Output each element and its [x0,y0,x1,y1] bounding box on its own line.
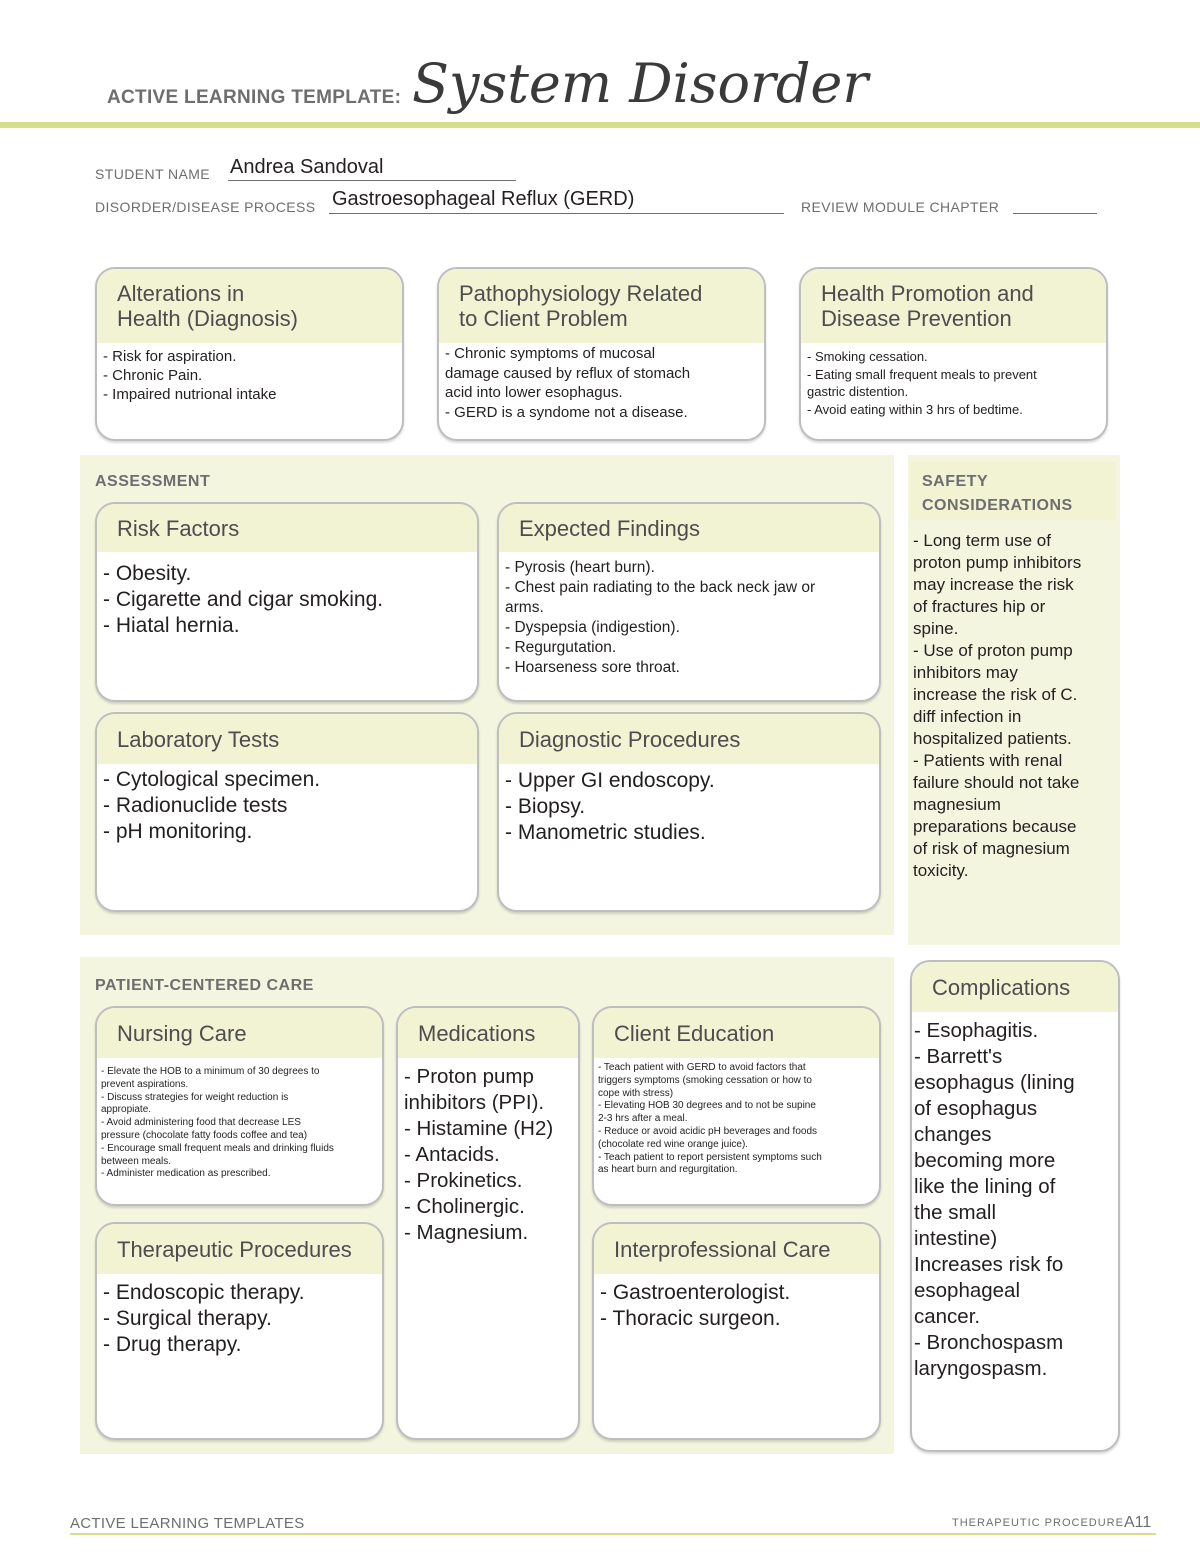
assessment-heading: ASSESSMENT [95,473,211,490]
expected-findings-body: - Pyrosis (heart burn). - Chest pain radiating to the back neck jaw or arms. - Dyspepsia (indigestion). - Regurgutation. - Hoarseness sore throat. [505,559,816,676]
pathophysiology-title: Pathophysiology Related to Client Problem [439,269,764,343]
health-promotion-title: Health Promotion and Disease Prevention [801,269,1106,343]
alterations-title: Alterations in Health (Diagnosis) [97,269,402,343]
risk-factors-title: Risk Factors [97,504,477,552]
client-education-title: Client Education [594,1008,879,1058]
health-promotion-body: - Smoking cessation. - Eating small frequent meals to prevent gastric distention. - Avoid eating within 3 hrs of bedtime. [807,349,1037,417]
student-name-label: STUDENT NAME [95,166,210,182]
laboratory-tests-body: - Cytological specimen. - Radionuclide tests - pH monitoring. [103,768,321,843]
pathophysiology-box [437,267,766,441]
therapeutic-procedures-title: Therapeutic Procedures [97,1224,382,1274]
complications-title: Complications [912,962,1118,1012]
interprofessional-care-body: - Gastroenterologist. - Thoracic surgeon. [600,1281,791,1330]
laboratory-tests-box [95,712,479,912]
header-divider [0,122,1200,128]
patient-care-heading: PATIENT-CENTERED CARE [95,977,314,994]
risk-factors-body: - Obesity. - Cigarette and cigar smoking. - Hiatal hernia. [103,562,384,637]
student-name-value: Andrea Sandoval [230,156,384,178]
diagnostic-procedures-title: Diagnostic Procedures [499,714,879,764]
page-title: System Disorder [412,52,869,115]
therapeutic-procedures-box [95,1222,384,1440]
expected-findings-title: Expected Findings [499,504,879,552]
nursing-care-box [95,1006,384,1206]
review-module-label: REVIEW MODULE CHAPTER [801,199,1000,215]
interprofessional-care-title: Interprofessional Care [594,1224,879,1274]
alterations-box [95,267,404,441]
safety-heading-box [910,462,1116,520]
template-label: ACTIVE LEARNING TEMPLATE: [107,87,402,108]
review-module-field[interactable] [1013,193,1097,214]
footer-title: ACTIVE LEARNING TEMPLATES [70,1515,305,1532]
interprofessional-care-box [592,1222,881,1440]
nursing-care-body: - Elevate the HOB to a minimum of 30 degrees to prevent aspirations. - Discuss strategies for weight reduction is appropiate. - Avoid administering food that decrease LES pressure (chocolate fatty foods coffee and tea) - Encourage small frequent meals and drinking fluids between meals. - Administer medication as prescribed. [101,1066,334,1180]
safety-body: - Long term use of proton pump inhibitors may increase the risk of fractures hip or spine. - Use of proton pump inhibitors may increase the risk of C. diff infection in hospitalized patients. - Patients with renal failure should not take magnesium preparations because of risk of magnesium toxicity. [913,531,1082,880]
medications-box [396,1006,580,1440]
risk-factors-box [95,502,479,702]
complications-box [910,960,1120,1452]
complications-body: - Esophagitis. - Barrett's esophagus (lining of esophagus changes becoming more like the lining of the small intestine) Increases risk fo esophageal cancer. - Bronchospasm laryngospasm. [914,1019,1075,1380]
disorder-value: Gastroesophageal Reflux (GERD) [332,188,635,210]
nursing-care-title: Nursing Care [97,1008,382,1058]
medications-title: Medications [398,1008,578,1058]
therapeutic-procedures-body: - Endoscopic therapy. - Surgical therapy. - Drug therapy. [103,1281,305,1356]
pathophysiology-body: - Chronic symptoms of mucosal damage caused by reflux of stomach acid into lower esophagus. - GERD is a syndome not a disease. [445,345,691,421]
safety-heading: SAFETY CONSIDERATIONS [922,473,1073,514]
page-number: A11 [1124,1514,1152,1531]
disorder-label: DISORDER/DISEASE PROCESS [95,199,316,215]
client-education-box [592,1006,881,1206]
footer-section: THERAPEUTIC PROCEDURE [952,1517,1124,1529]
footer-divider [70,1533,1156,1535]
diagnostic-procedures-box [497,712,881,912]
health-promotion-box [799,267,1108,441]
alterations-body: - Risk for aspiration. - Chronic Pain. - Impaired nutrional intake [103,348,277,403]
client-education-body: - Teach patient with GERD to avoid factors that triggers symptoms (smoking cessation or how to cope with stress) - Elevating HOB 30 degrees and to not be supine 2-3 hrs after a meal. - Reduce or avoid acidic pH beverages and foods (chocolate red wine orange juice). - Teach patient to report persistent symptoms such as heart burn and regurgitation. [598,1062,822,1176]
laboratory-tests-title: Laboratory Tests [97,714,477,764]
diagnostic-procedures-body: - Upper GI endoscopy. - Biopsy. - Manometric studies. [505,769,715,844]
expected-findings-box [497,502,881,702]
medications-body: - Proton pump inhibitors (PPI). - Histamine (H2) - Antacids. - Prokinetics. - Cholinergic. - Magnesium. [404,1065,554,1244]
